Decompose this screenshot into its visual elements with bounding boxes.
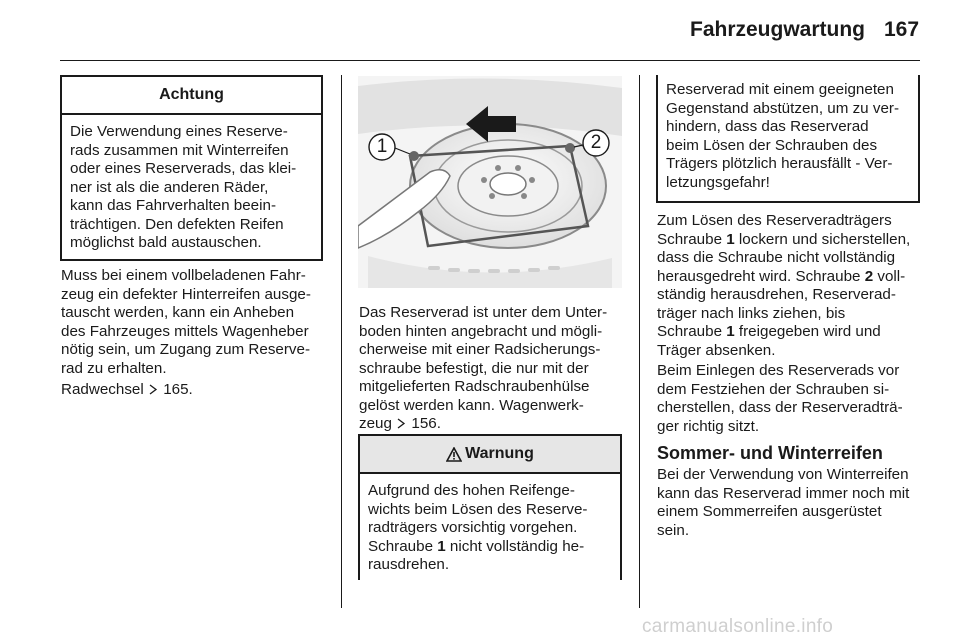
section-heading: Sommer- und Winterreifen <box>657 443 883 463</box>
text-line: mitgelieferten Radschraubenhülse <box>359 378 590 395</box>
bolt-number: 1 <box>437 537 446 555</box>
caution-line: möglichst bald austauschen. <box>70 234 262 251</box>
page-header <box>0 0 960 62</box>
text-line: Bei der Verwendung von Winterreifen <box>657 466 909 483</box>
reference-arrow-icon <box>397 416 406 427</box>
text-line: Gegenstand abstützen, um zu ver- <box>666 99 900 117</box>
text-line: tauscht werden, kann ein Anheben <box>61 304 295 321</box>
text-line: einem Sommerreifen ausgerüstet <box>657 503 882 520</box>
cross-reference-page: 165. <box>163 381 193 398</box>
text-line: sein. <box>657 521 690 539</box>
text-line: boden hinten angebracht und mögli- <box>359 322 603 340</box>
caution-line: oder eines Reserverads, das klei- <box>70 160 297 177</box>
text-line: dass die Schraube nicht vollständig <box>657 249 896 266</box>
text-line: Muss bei einem vollbeladenen Fahr- <box>61 267 306 284</box>
warning-box <box>358 434 622 580</box>
text-line: Beim Einlegen des Reserverads vor <box>657 362 900 379</box>
paragraph-install-spare <box>657 362 927 436</box>
caution-line: kann das Fahrverhalten beein- <box>70 197 277 214</box>
callout-2: 2 <box>590 132 602 153</box>
text-line: Trägers plötzlich herausfällt - Ver- <box>666 155 893 172</box>
text-line: träger nach links ziehen, bis <box>657 304 846 322</box>
text-fragment: herausgedreht wird. Schraube <box>657 267 865 285</box>
reference-arrow-icon <box>149 382 158 393</box>
caution-line: Die Verwendung eines Reserve- <box>70 123 288 140</box>
callout-1: 1 <box>376 136 388 157</box>
text-fragment: Schraube <box>657 230 727 248</box>
caution-body <box>62 115 321 261</box>
warning-box-continued <box>656 75 920 203</box>
text-line <box>657 323 927 342</box>
caution-heading: Achtung <box>62 77 321 115</box>
text-line: dem Festziehen der Schrauben si- <box>657 380 890 398</box>
text-line: rausdrehen. <box>368 556 450 573</box>
caution-line: trächtigen. Den defekten Reifen <box>70 215 284 233</box>
text-line: cherweise mit einer Radsicherungs- <box>359 341 601 358</box>
watermark: carmanualsonline.info <box>642 616 834 637</box>
paragraph-winter-tyres <box>657 466 927 540</box>
text-line: letzungsgefahr! <box>666 173 770 191</box>
caution-box <box>60 75 323 261</box>
text-line: Träger absenken. <box>657 341 776 359</box>
text-line <box>368 538 612 557</box>
text-line <box>359 415 631 434</box>
paragraph-spare-access <box>61 267 339 378</box>
paragraph-radwechsel <box>61 381 339 400</box>
text-line: Das Reserverad ist unter dem Unter- <box>359 304 608 321</box>
text-line: radträgers vorsichtig vorgehen. <box>368 519 578 536</box>
text-line: zeug ein defekter Hinterreifen ausge- <box>61 285 311 303</box>
warning-heading-text: Warnung <box>465 445 534 462</box>
text-fragment: voll- <box>873 267 906 285</box>
warning-body <box>360 474 620 583</box>
text-line: schraube befestigt, die nur mit der <box>359 359 589 377</box>
text-fragment: nicht vollständig he- <box>445 537 585 555</box>
paragraph-spare-location <box>359 304 631 434</box>
warning-continued-body <box>658 75 918 200</box>
text-fragment: freigegeben wird und <box>734 323 881 340</box>
caution-line: rads zusammen mit Winterreifen <box>70 141 289 159</box>
text-line: wichts beim Lösen des Reserve- <box>368 500 588 518</box>
text-line: Zum Lösen des Reserveradträgers <box>657 212 892 229</box>
text-line: kann das Reserverad immer noch mit <box>657 484 910 502</box>
warning-heading <box>360 436 620 474</box>
chapter-title: Fahrzeugwartung <box>690 18 866 41</box>
text-line: rad zu erhalten. <box>61 359 167 377</box>
cross-reference-page: 156. <box>411 415 441 432</box>
warning-triangle-icon <box>446 447 462 462</box>
text-line: ger richtig sitzt. <box>657 417 760 435</box>
spare-wheel-drawing <box>358 76 622 288</box>
text-line: ständig herausdrehen, Reserverad- <box>657 286 896 303</box>
caution-line: ner ist als die anderen Räder, <box>70 178 269 196</box>
column-divider-right <box>639 75 640 608</box>
text-line <box>657 268 927 287</box>
text-line: hindern, dass das Reserverad <box>666 118 869 135</box>
bolt-number: 1 <box>726 323 735 340</box>
header-rule <box>60 60 920 61</box>
text-line: gelöst werden kann. Wagenwerk- <box>359 396 584 414</box>
cross-reference-text: Radwechsel <box>61 381 144 398</box>
text-fragment: Schraube <box>368 537 438 555</box>
text-line: cherstellen, dass der Reserveradträ- <box>657 399 903 416</box>
paragraph-remove-carrier <box>657 212 927 360</box>
text-line: Aufgrund des hohen Reifenge- <box>368 482 575 499</box>
text-line: beim Lösen der Schrauben des <box>666 136 878 154</box>
bolt-number: 2 <box>864 267 874 285</box>
text-line: des Fahrzeuges mittels Wagenheber <box>61 322 309 340</box>
text-fragment: Schraube <box>657 323 727 340</box>
text-line <box>657 231 927 250</box>
cross-reference-text: zeug <box>359 415 392 432</box>
column-divider-left <box>341 75 342 608</box>
text-line: Reserverad mit einem geeigneten <box>666 81 894 98</box>
spare-wheel-illustration <box>358 76 622 288</box>
text-line: nötig sein, um Zugang zum Reserve- <box>61 341 311 358</box>
page-number: 167 <box>884 18 920 41</box>
text-fragment: lockern und sicherstellen, <box>734 230 911 248</box>
bolt-number: 1 <box>726 230 735 248</box>
